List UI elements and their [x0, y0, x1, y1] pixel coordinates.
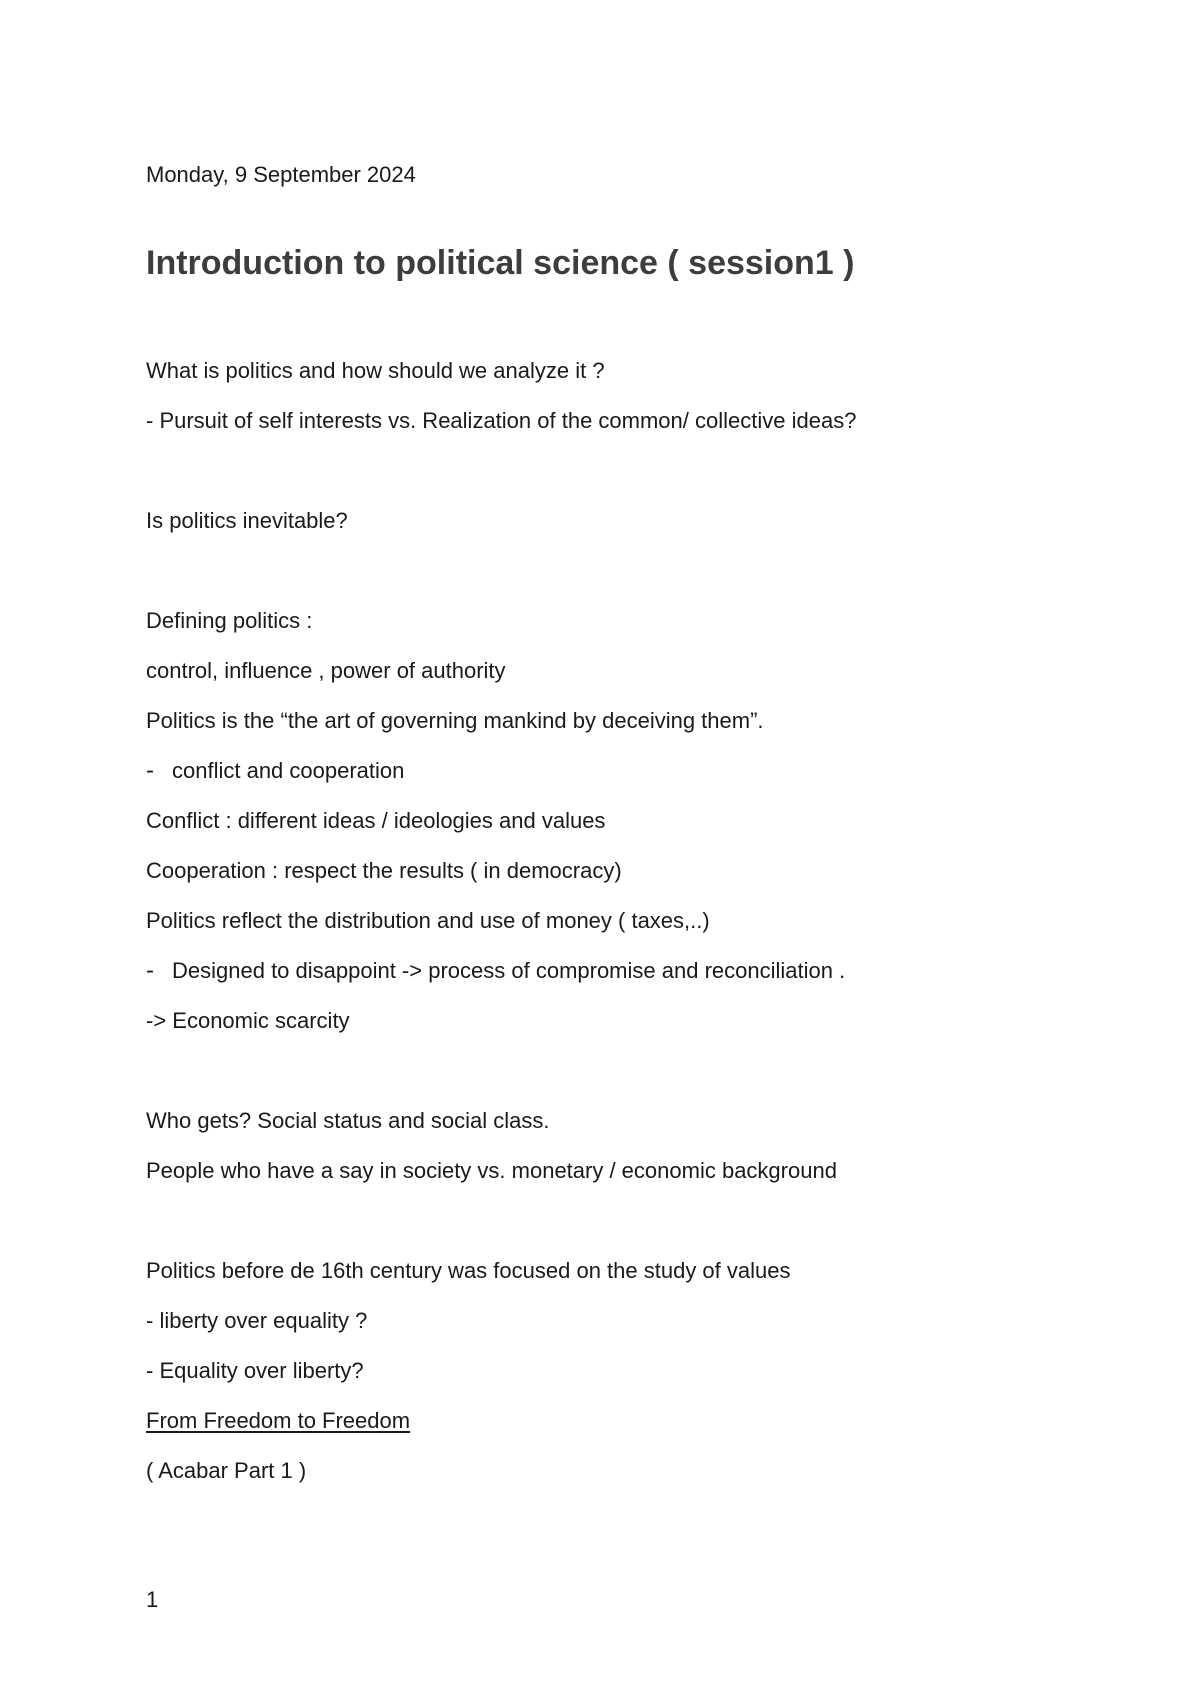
bullet-item-conflict-cooperation [146, 757, 404, 785]
bullet-text: conflict and cooperation [172, 758, 405, 783]
bullet-marker: - [146, 957, 154, 984]
defining-politics-heading: Defining politics : [146, 608, 313, 633]
document-date: Monday, 9 September 2024 [146, 162, 416, 187]
question-what-is-politics: What is politics and how should we analyze it ? [146, 358, 605, 383]
equality-over-liberty-line: - Equality over liberty? [146, 1358, 364, 1383]
economic-scarcity-line: -> Economic scarcity [146, 1008, 350, 1033]
conflict-line: Conflict : different ideas / ideologies and values [146, 808, 606, 833]
definition-line-1: control, influence , power of authority [146, 658, 506, 683]
money-line: Politics reflect the distribution and use of money ( taxes,..) [146, 908, 710, 933]
page-title: Introduction to political science ( session1 ) [146, 244, 855, 282]
bullet-text: Designed to disappoint -> process of compromise and reconciliation . [172, 958, 846, 983]
who-gets-line: Who gets? Social status and social class. [146, 1108, 550, 1133]
before-16th-century-line: Politics before de 16th century was focused on the study of values [146, 1258, 791, 1283]
cooperation-line: Cooperation : respect the results ( in democracy) [146, 858, 622, 883]
page-number: 1 [146, 1587, 159, 1612]
question-sub-point: - Pursuit of self interests vs. Realization of the common/ collective ideas? [146, 408, 857, 433]
definition-line-2: Politics is the “the art of governing mankind by deceiving them”. [146, 708, 764, 733]
freedom-to-freedom-link[interactable]: From Freedom to Freedom [146, 1408, 411, 1433]
bullet-marker: - [146, 757, 154, 784]
acabar-reference-line: ( Acabar Part 1 ) [146, 1458, 307, 1483]
liberty-over-equality-line: - liberty over equality ? [146, 1308, 368, 1333]
question-inevitable: Is politics inevitable? [146, 508, 348, 533]
people-line: People who have a say in society vs. monetary / economic background [146, 1158, 837, 1183]
bullet-item-disappoint [146, 957, 845, 985]
